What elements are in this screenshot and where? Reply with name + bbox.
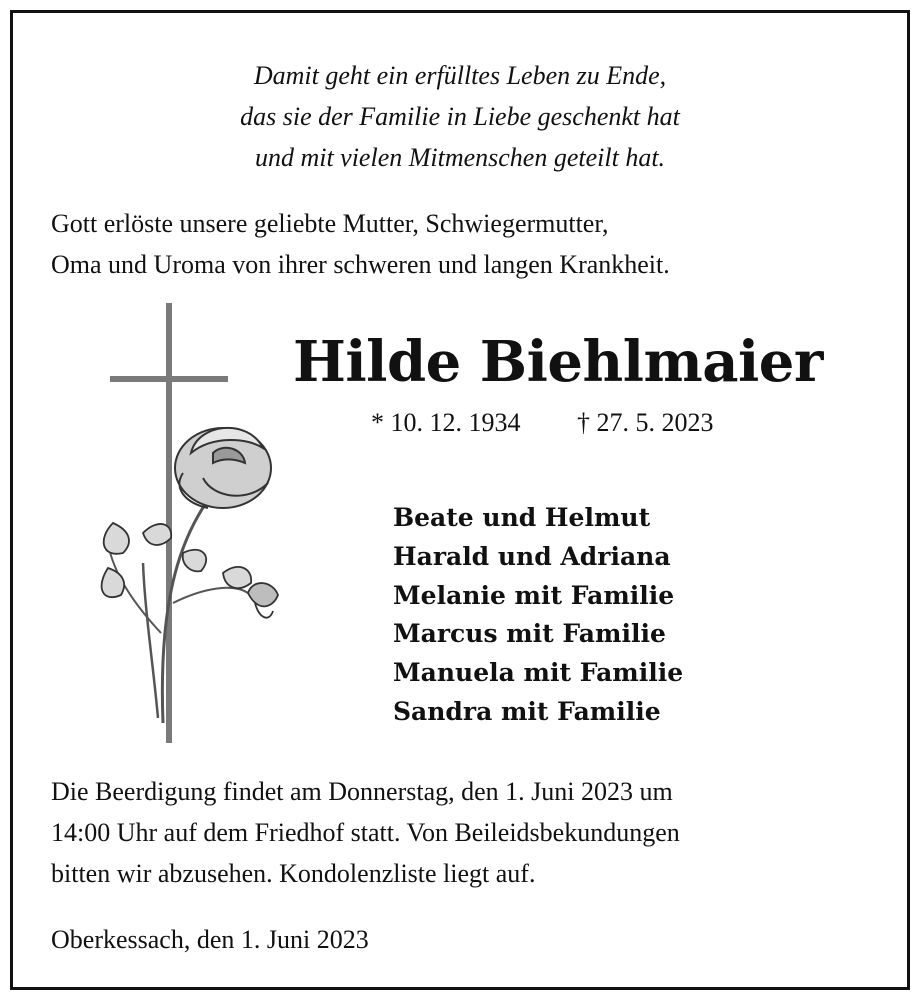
intro-line: Gott erlöste unsere geliebte Mutter, Schwiegermutter, bbox=[51, 209, 609, 238]
birth-date: * 10. 12. 1934 bbox=[371, 408, 521, 437]
burial-information bbox=[51, 771, 680, 894]
family-list bbox=[393, 499, 683, 732]
family-member: Manuela mit Familie bbox=[393, 658, 684, 688]
family-member: Marcus mit Familie bbox=[393, 619, 666, 649]
cross-with-rose-icon bbox=[73, 303, 303, 743]
intro-line: Oma und Uroma von ihrer schweren und langen Krankheit. bbox=[51, 250, 670, 279]
motto-line: und mit vielen Mitmenschen geteilt hat. bbox=[254, 143, 666, 172]
motto-line: das sie der Familie in Liebe geschenkt hat bbox=[240, 102, 680, 131]
death-date: † 27. 5. 2023 bbox=[577, 408, 714, 437]
family-member: Beate und Helmut bbox=[393, 503, 651, 532]
family-member: Melanie mit Familie bbox=[393, 580, 675, 610]
family-member: Harald und Adriana bbox=[393, 541, 671, 571]
motto-verse bbox=[13, 55, 907, 178]
place-and-date: Oberkessach, den 1. Juni 2023 bbox=[51, 925, 369, 954]
deceased-name: Hilde Biehlmaier bbox=[293, 329, 823, 395]
obituary-notice bbox=[10, 10, 910, 990]
burial-line: 14:00 Uhr auf dem Friedhof statt. Von Beileidsbekundungen bbox=[51, 818, 680, 847]
burial-line: Die Beerdigung findet am Donnerstag, den 1. Juni 2023 um bbox=[51, 777, 673, 806]
motto-line: Damit geht ein erfülltes Leben zu Ende, bbox=[253, 61, 667, 90]
family-member: Sandra mit Familie bbox=[393, 696, 661, 726]
burial-line: bitten wir abzusehen. Kondolenzliste liegt auf. bbox=[51, 859, 536, 888]
intro-text bbox=[51, 203, 670, 285]
life-dates bbox=[371, 408, 714, 438]
